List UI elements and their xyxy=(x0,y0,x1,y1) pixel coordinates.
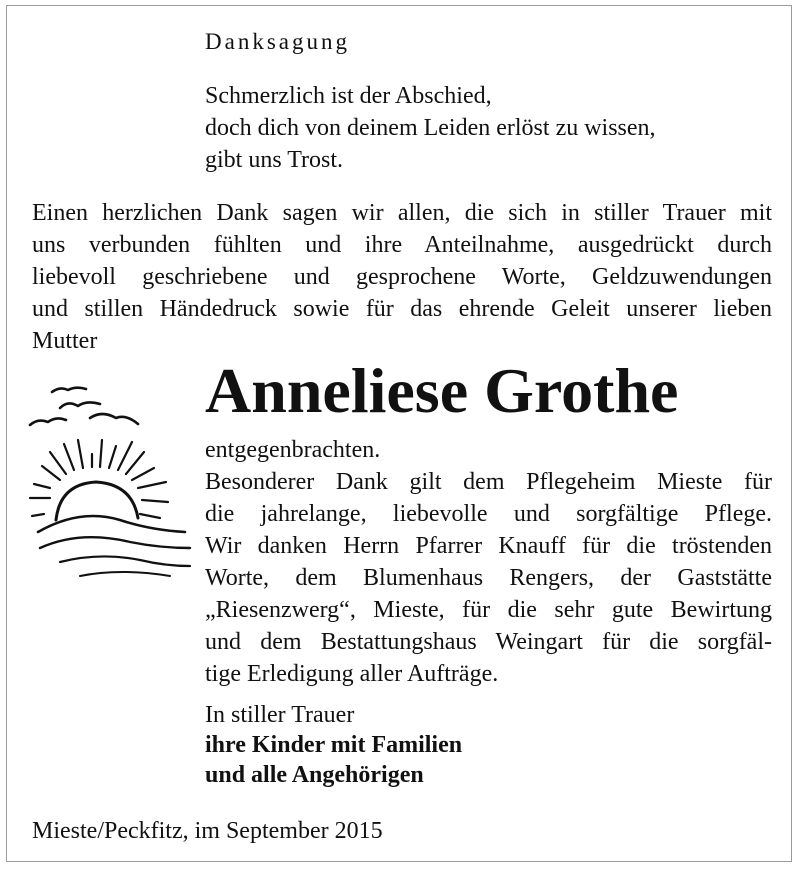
notice-heading: Danksagung xyxy=(205,29,350,54)
thanks-line: liebevoll geschriebene und gesprochene Worte, Geldzuwendungen xyxy=(32,264,772,290)
motto-line: gibt uns Trost. xyxy=(205,147,344,173)
special-thanks-line: tige Erledigung aller Aufträge. xyxy=(205,661,499,687)
place-date: Mieste/Peckfitz, im September 2015 xyxy=(32,818,383,844)
sunset-birds-icon xyxy=(20,380,195,580)
thanks-line: und stillen Händedruck sowie für das ehrende Geleit unserer lieben xyxy=(32,296,772,322)
motto-line: doch dich von deinem Leiden erlöst zu wissen, xyxy=(205,115,656,141)
closing-family: ihre Kinder mit Familien xyxy=(205,732,463,758)
special-thanks-line: Wir danken Herrn Pfarrer Knauff für die tröstenden xyxy=(205,533,772,559)
special-thanks-line: Worte, dem Blumenhaus Rengers, der Gaststätte xyxy=(205,565,772,591)
special-thanks-paragraph xyxy=(205,434,772,690)
special-thanks-line: die jahrelange, liebevolle und sorgfältige Pflege. xyxy=(205,501,772,527)
closing-relatives: und alle Angehörigen xyxy=(205,762,424,788)
special-thanks-line: Besonderer Dank gilt dem Pflegeheim Mieste für xyxy=(205,469,772,495)
closing-line: In stiller Trauer xyxy=(205,702,355,728)
thanks-line: uns verbunden fühlten und ihre Anteilnahme, ausgedrückt durch xyxy=(32,232,772,258)
closing-signature xyxy=(205,700,462,790)
special-thanks-line: entgegenbrachten. xyxy=(205,437,381,463)
deceased-name: Anneliese Grothe xyxy=(205,355,679,426)
thanks-line: Einen herzlichen Dank sagen wir allen, die sich in stiller Trauer mit xyxy=(32,200,772,226)
thanks-paragraph xyxy=(32,197,772,357)
motto-line: Schmerzlich ist der Abschied, xyxy=(205,83,492,109)
special-thanks-line: „Riesenzwerg“, Mieste, für die sehr gute Bewirtung xyxy=(205,597,772,623)
motto xyxy=(205,80,656,176)
thanks-line: Mutter xyxy=(32,328,98,354)
special-thanks-line: und dem Bestattungshaus Weingart für die sorgfäl- xyxy=(205,629,772,655)
